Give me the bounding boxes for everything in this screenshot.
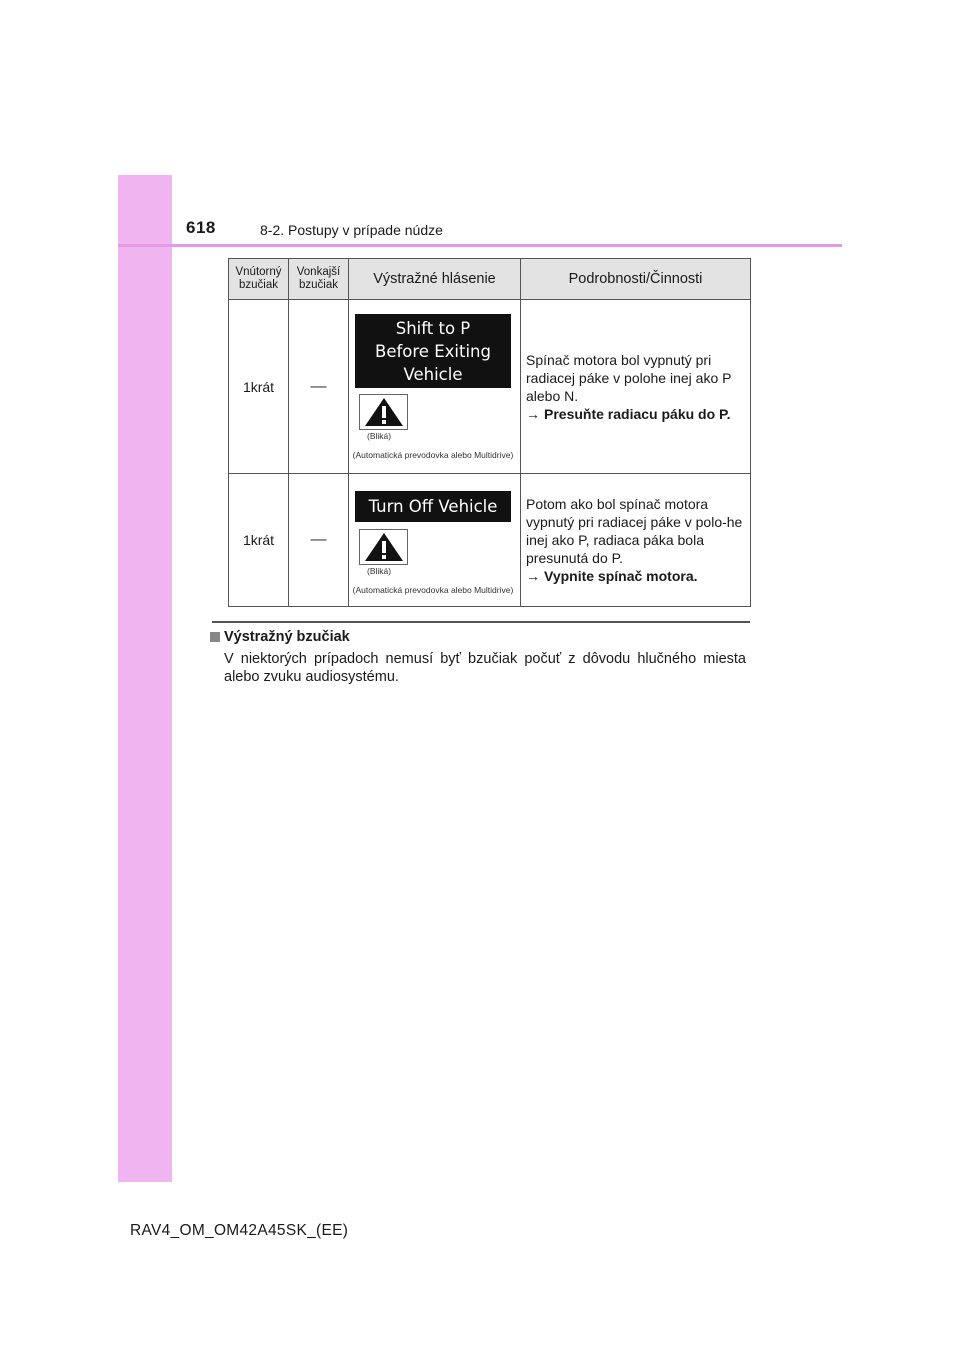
- exclamation-triangle-icon: [364, 397, 404, 427]
- warning-buzzer-table: [228, 258, 751, 607]
- section-divider: [212, 621, 750, 623]
- display-line: Turn Off Vehicle: [368, 497, 498, 516]
- transmission-note: (Automatická prevodovka alebo Multidrive): [352, 585, 514, 595]
- action-text: Vypnite spínač motora.: [544, 568, 698, 584]
- details-cell: [521, 474, 751, 607]
- header-rule: [118, 244, 842, 247]
- details-cell: [521, 300, 751, 474]
- transmission-note: (Automatická prevodovka alebo Multidrive): [352, 450, 514, 460]
- exclamation-triangle-icon: [364, 532, 404, 562]
- display-message: [355, 314, 511, 388]
- arrow-right-icon: →: [526, 405, 540, 422]
- warning-message-cell: [349, 474, 521, 607]
- table-row: [229, 300, 751, 474]
- details-action: [526, 567, 744, 585]
- display-line: Shift to P: [395, 318, 471, 338]
- inner-buzzer-count: 1krát: [229, 300, 289, 474]
- subsection-body: V niektorých prípadoch nemusí byť bzučiak počuť z dôvodu hlučného miesta alebo zvuku audiosystému.: [224, 651, 746, 685]
- details-action: [526, 405, 744, 423]
- chapter-sidebar-tab: [118, 175, 172, 1182]
- subsection-heading: [210, 629, 350, 645]
- display-line: Vehicle: [403, 364, 463, 384]
- inner-buzzer-count: 1krát: [229, 474, 289, 607]
- col-header-details: Podrobnosti/Činnosti: [521, 259, 751, 300]
- page-number: 618: [186, 218, 216, 237]
- warning-light-box: [359, 394, 408, 430]
- square-bullet-icon: [210, 632, 220, 642]
- outer-buzzer-value: —: [289, 474, 349, 607]
- blink-label: (Bliká): [367, 566, 392, 576]
- arrow-right-icon: →: [526, 568, 540, 584]
- warning-light-box: [359, 529, 408, 565]
- document-code: RAV4_OM_OM42A45SK_(EE): [130, 1222, 349, 1239]
- subsection-title: Výstražný bzučiak: [224, 629, 350, 645]
- section-title: 8-2. Postupy v prípade núdze: [260, 222, 443, 238]
- display-line: Before Exiting: [375, 341, 491, 361]
- outer-buzzer-value: —: [289, 300, 349, 474]
- col-header-inner-buzzer: Vnútorný bzučiak: [229, 259, 289, 300]
- action-text: Presuňte radiacu páku do P.: [544, 405, 731, 422]
- table-row: [229, 474, 751, 607]
- details-description: Spínač motora bol vypnutý pri radiacej páke v polohe inej ako P alebo N.: [526, 351, 732, 404]
- warning-message-cell: [349, 300, 521, 474]
- table-header-row: [229, 259, 751, 300]
- details-description: Potom ako bol spínač motora vypnutý pri radiacej páke v polo-he inej ako P, radiaca páka bola presunutá do P.: [526, 496, 743, 566]
- display-message: [355, 491, 511, 522]
- col-header-outer-buzzer: Vonkajší bzučiak: [289, 259, 349, 300]
- col-header-warning-message: Výstražné hlásenie: [349, 259, 521, 300]
- blink-label: (Bliká): [367, 431, 392, 441]
